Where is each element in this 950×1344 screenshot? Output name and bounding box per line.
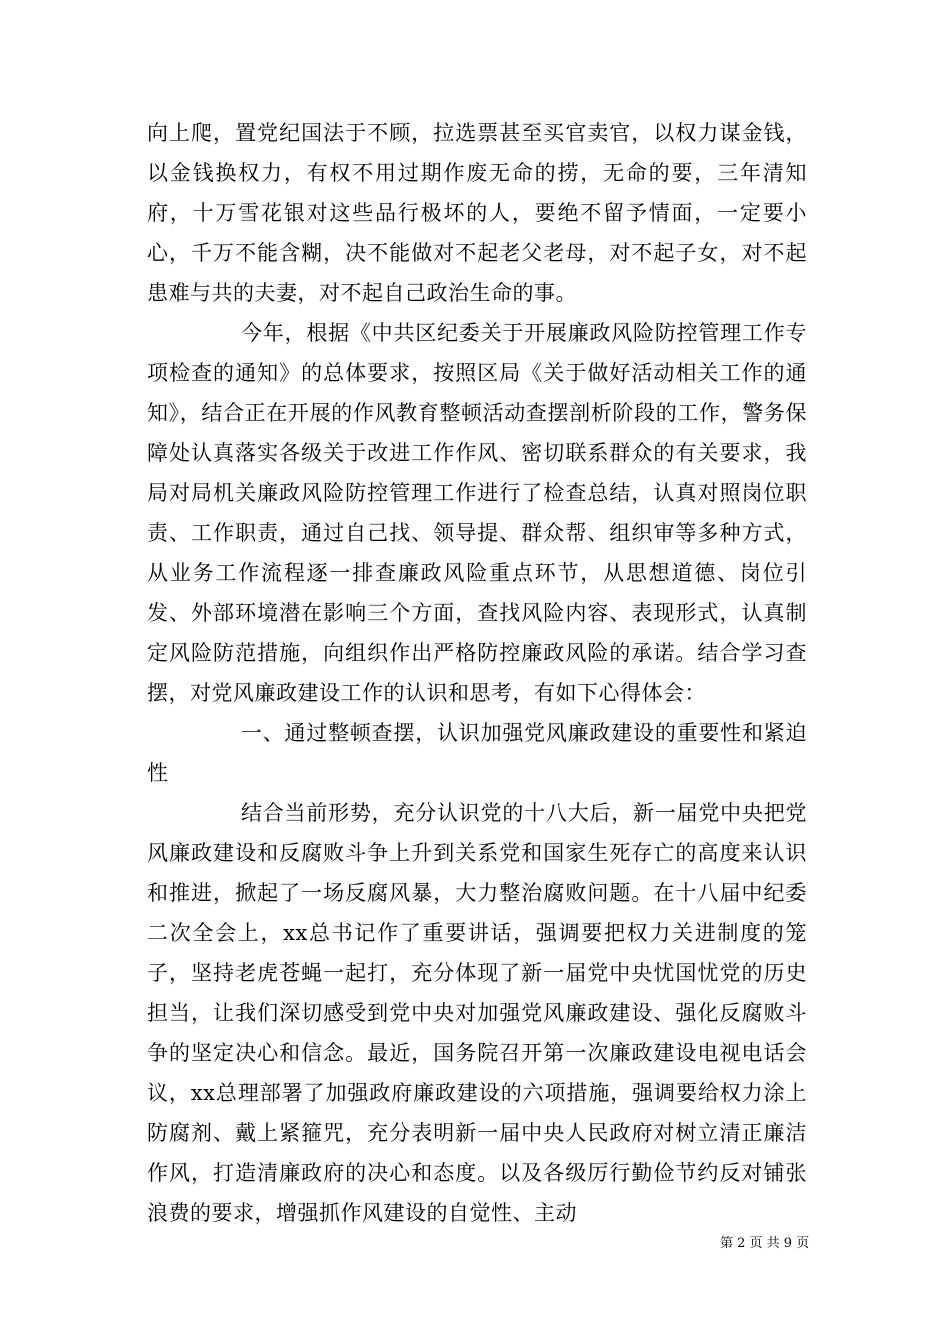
paragraph-continuation: 向上爬，置党纪国法于不顾，拉选票甚至买官卖官，以权力谋金钱，以金钱换权力，有权不用过期作废无命的捞，无命的要，三年清知府，十万雪花银对这些品行极坏的人，要绝不留予情面，一定要小心，千万不能含糊，决不能做对不起老父老母，对不起子女，对不起患难与共的夫妻，对不起自己政治生命的事。 (147, 121, 807, 305)
paragraph-intro: 今年，根据《中共区纪委关于开展廉政风险防控管理工作专项检查的通知》的总体要求，按照区局《关于做好活动相关工作的通知》，结合正在开展的作风教育整顿活动查摆剖析阶段的工作，警务保障处认真落实各级关于改进工作作风、密切联系群众的有关要求，我局对局机关廉政风险防控管理工作进行了检查总结，认真对照岗位职责、工作职责，通过自己找、领导提、群众帮、组织审等多种方式，从业务工作流程逐一排查廉政风险重点环节，从思想道德、岗位引发、外部环境潜在影响三个方面，查找风险内容、表现形式，认真制定风险防范措施，向组织作出严格防控廉政风险的承诺。结合学习查摆，对党风廉政建设工作的认识和思考，有如下心得体会： (147, 321, 807, 705)
page-number: 第 2 页 共 9 页 (720, 1236, 810, 1251)
document-body (147, 113, 807, 1233)
paragraph-section-1: 结合当前形势，充分认识党的十八大后，新一届党中央把党风廉政建设和反腐败斗争上升到关系党和国家生死存亡的高度来认识和推进，掀起了一场反腐风暴，大力整治腐败问题。在十八届中纪委二次全会上，xx总书记作了重要讲话，强调要把权力关进制度的笼子，坚持老虎苍蝇一起打，充分体现了新一届党中央忧国忧党的历史担当，让我们深切感受到党中央对加强党风廉政建设、强化反腐败斗争的坚定决心和信念。最近，国务院召开第一次廉政建设电视电话会议，xx总理部署了加强政府廉政建设的六项措施，强调要给权力涂上防腐剂、戴上紧箍咒，充分表明新一届中央人民政府对树立清正廉洁作风，打造清廉政府的决心和态度。以及各级厉行勤俭节约反对铺张浪费的要求，增强抓作风建设的自觉性、主动 (147, 801, 807, 1225)
section-heading-1: 一、通过整顿查摆，认识加强党风廉政建设的重要性和紧迫性 (147, 721, 807, 785)
